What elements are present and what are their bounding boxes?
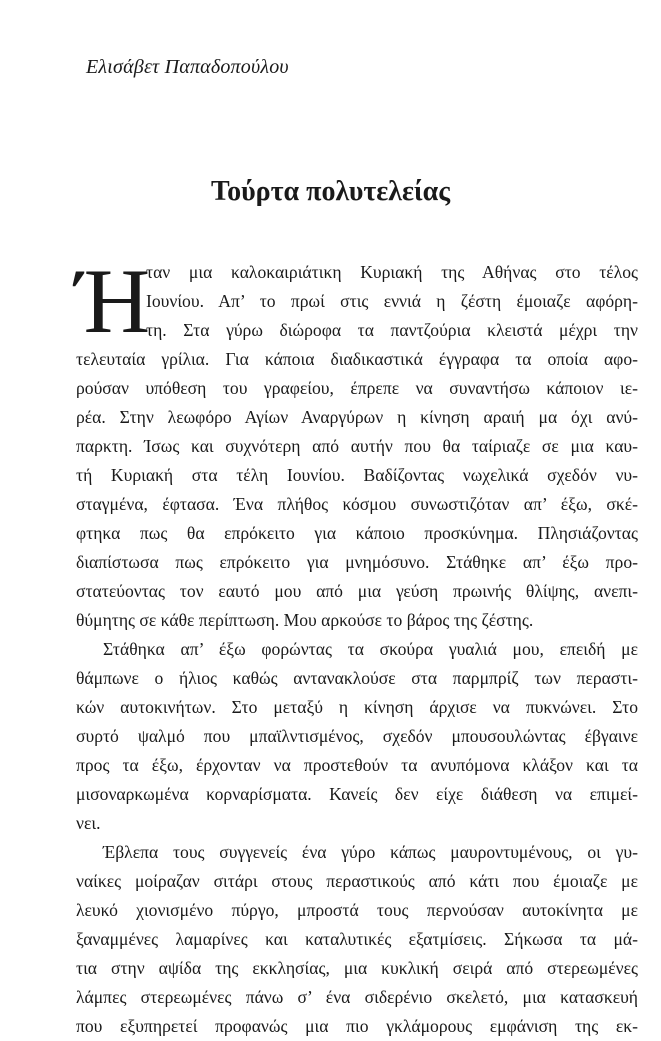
- paragraph: [76, 250, 638, 635]
- text-line: προς τα έξω, έρχονταν να προστεθούν τα ανυπόμονα κλάξον και τα: [76, 755, 638, 775]
- text-line: θύμητης σε κάθε περίπτωση. Μου αρκούσε το βάρος της ζέστης.: [76, 610, 534, 630]
- text-line: θάμπωνε ο ήλιος καθώς αντανακλούσε στα παρμπρίζ των περαστι-: [76, 668, 638, 688]
- text-line: φτηκα πως θα επρόκειτο για κάποιο προσκύνημα. Πλησιάζοντας: [76, 523, 638, 543]
- text-line: τια στην αψίδα της εκκλησίας, μια κυκλική σειρά από στερεωμένες: [76, 958, 638, 978]
- paragraph: [76, 838, 638, 1041]
- text-line: που εξυπηρετεί προφανώς μια πιο γκλάμορους εμφάνιση της εκ-: [76, 1016, 638, 1036]
- chapter-title: Τούρτα πολυτελείας: [210, 176, 451, 207]
- text-line: λευκό χιονισμένο πύργο, μπροστά τους περνούσαν αυτοκίνητα με: [76, 900, 638, 920]
- text-line: συρτό ψαλμό που μπαϊλντισμένος, σχεδόν μπουσουλώντας έβγαινε: [76, 726, 638, 746]
- text-line: κών αυτοκινήτων. Στο μεταξύ η κίνηση άρχισε να πυκνώνει. Στο: [76, 697, 638, 717]
- text-line: νει.: [76, 813, 101, 833]
- text-line: Στάθηκα απ’ έξω φορώντας τα σκούρα γυαλιά μου, επειδή με: [103, 639, 638, 659]
- text-line: ρούσαν υπόθεση του γραφείου, έπρεπε να συναντήσω κάποιον ιε-: [76, 378, 638, 398]
- text-line: ρέα. Στην λεωφόρο Αγίων Αναργύρων η κίνηση αραιή μα όχι ανύ-: [76, 407, 638, 427]
- text-line: τελευταία γρίλια. Για κάποια διαδικαστικά έγγραφα τα οποία αφο-: [76, 349, 638, 369]
- drop-cap: Ή: [76, 250, 151, 352]
- text-line: παρκτη. Ίσως και συχνότερη από αυτήν που θα ταίριαζε σε μια καυ-: [76, 436, 638, 456]
- text-line: Ιουνίου. Απ’ το πρωί στις εννιά η ζέστη έμοιαζε αφόρη-: [146, 291, 638, 311]
- text-line: λάμπες στερεωμένες πάνω σ’ ένα σιδερένιο σκελετό, μια κατασκευή: [76, 987, 638, 1007]
- text-line: τη. Στα γύρω διώροφα τα παντζούρια κλειστά μέχρι την: [146, 320, 638, 340]
- text-line: σταγμένα, έφτασα. Ένα πλήθος κόσμου συνωστιζόταν απ’ έξω, σκέ-: [76, 494, 638, 514]
- text-line: μισοναρκωμένα κορναρίσματα. Κανείς δεν είχε διάθεση να επιμεί-: [76, 784, 638, 804]
- text-line: τή Κυριακή στα τέλη Ιουνίου. Βαδίζοντας νωχελικά σχεδόν νυ-: [76, 465, 638, 485]
- text-line: ναίκες μοίραζαν σιτάρι στους περαστικούς από κάτι που έμοιαζε με: [76, 871, 638, 891]
- text-line: ταν μια καλοκαιριάτικη Κυριακή της Αθήνας στο τέλος: [146, 262, 638, 282]
- paragraph: [76, 635, 638, 838]
- text-line: ξαναμμένες λαμαρίνες και καταλυτικές εξατμίσεις. Σήκωσα τα μά-: [76, 929, 638, 949]
- author-name: Ελισάβετ Παπαδοπούλου: [86, 56, 289, 78]
- text-line: στατεύοντας τον εαυτό μου από μια γεύση πρωινής θλίψης, ανεπι-: [76, 581, 638, 601]
- text-line: διαπίστωσα πως επρόκειτο για μνημόσυνο. Στάθηκε απ’ έξω προ-: [76, 552, 638, 572]
- text-line: Έβλεπα τους συγγενείς ένα γύρο κάπως μαυροντυμένους, οι γυ-: [103, 842, 638, 862]
- body-text: [76, 250, 638, 1041]
